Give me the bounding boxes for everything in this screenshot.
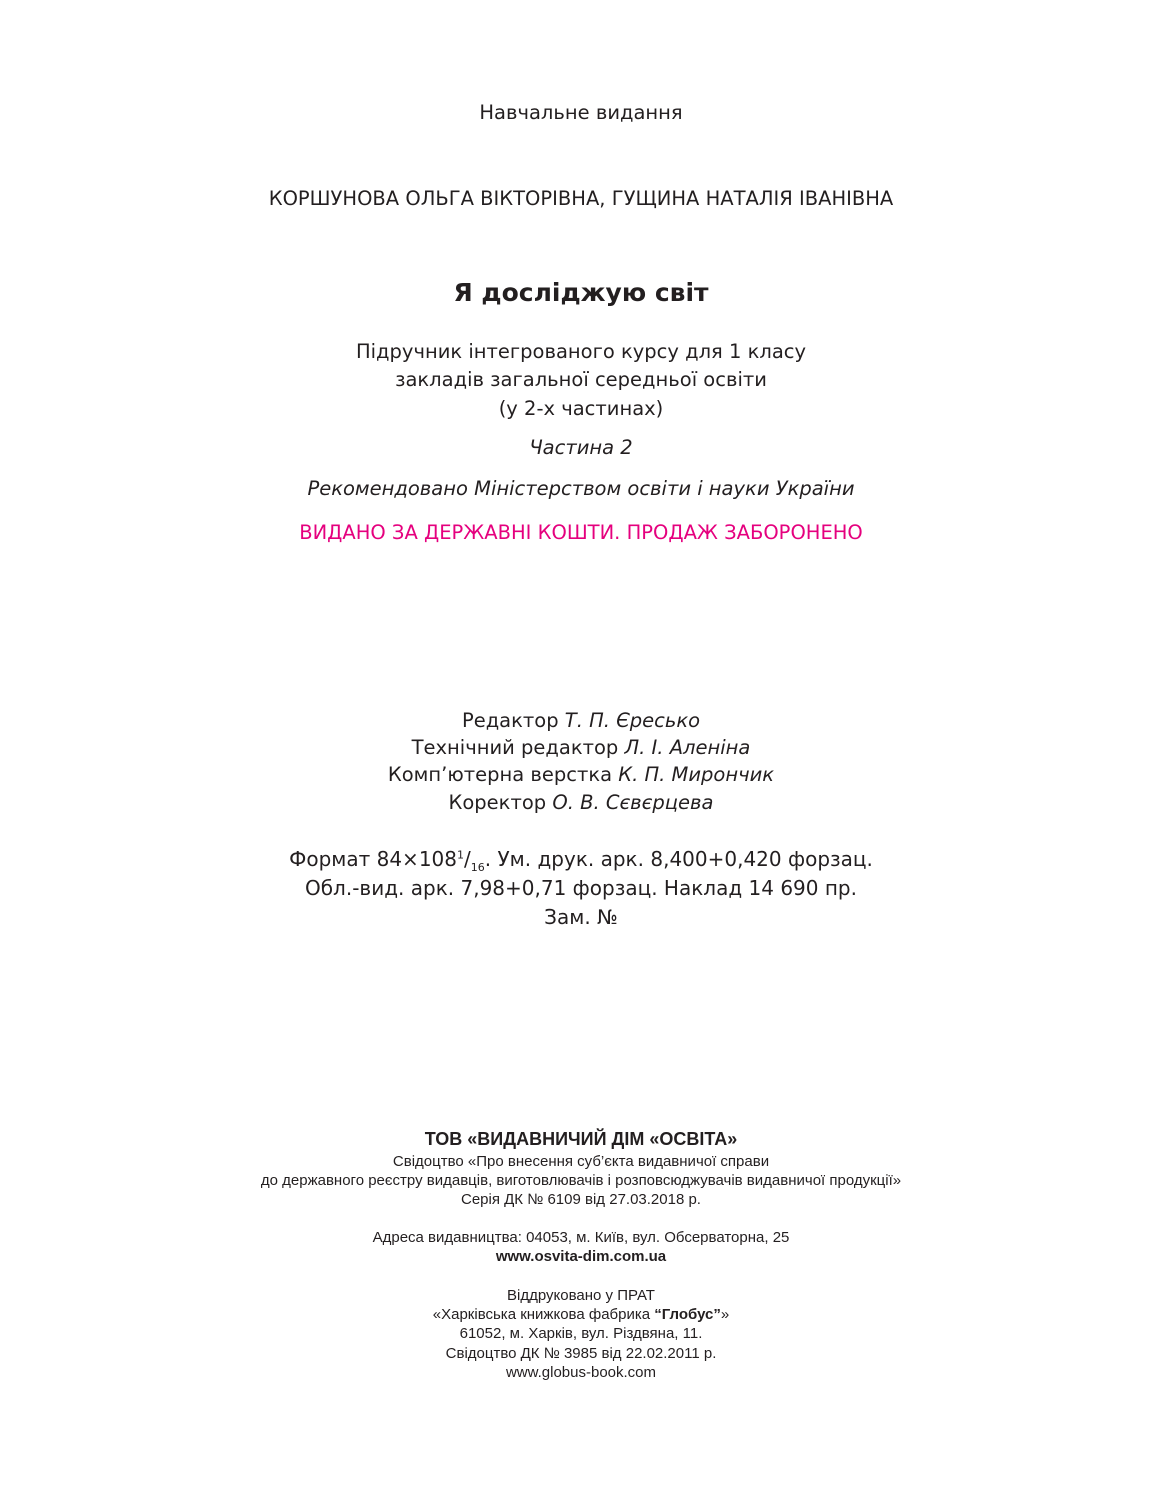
staff-name: Т. П. Єресько	[564, 709, 701, 732]
order-number-line: Зам. №	[544, 905, 618, 929]
staff-name: К. П. Мирончик	[618, 763, 775, 786]
staff-editor	[0, 709, 1162, 732]
printer-name-suffix: »	[720, 1306, 730, 1323]
format-fraction-numerator: 1	[457, 848, 464, 862]
description-line-3: (у 2-х частинах)	[498, 397, 664, 420]
format-suffix: . Ум. друк. арк. 8,400+0,420 форзац.	[484, 847, 873, 871]
recommendation: Рекомендовано Міністерством освіти і науки України	[307, 477, 855, 500]
printer-brand: “Глобус”	[654, 1306, 721, 1323]
staff-name: Л. І. Аленіна	[624, 736, 751, 759]
staff-layout	[0, 763, 1162, 786]
printer-cert: Свідоцтво ДК № 3985 від 22.02.2011 р.	[445, 1345, 717, 1362]
printer-line-1: Віддруковано у ПРАТ	[507, 1287, 655, 1304]
description-line-2: закладів загальної середньої освіти	[395, 368, 767, 391]
publisher-name: ТОВ «ВИДАВНИЧИЙ ДІМ «ОСВІТА»	[424, 1129, 738, 1149]
format-fraction-denominator: 16	[470, 861, 485, 874]
printer-line-2	[0, 1306, 1162, 1323]
staff-role: Редактор	[461, 709, 559, 732]
format-fraction-slash: /	[464, 847, 471, 871]
format-prefix: Формат 84×108	[289, 847, 457, 871]
publisher-cert-line-1: Свідоцтво «Про внесення суб’єкта видавничої справи	[392, 1153, 770, 1170]
not-for-sale-notice: ВИДАНО ЗА ДЕРЖАВНІ КОШТИ. ПРОДАЖ ЗАБОРОНЕНО	[299, 521, 863, 544]
staff-name: О. В. Сєвєрцева	[552, 791, 714, 814]
part-label: Частина 2	[529, 436, 633, 459]
publication-volume-line: Обл.-вид. арк. 7,98+0,71 форзац. Наклад 14 690 пр.	[304, 876, 857, 900]
description-line-1: Підручник інтегрованого курсу для 1 класу	[355, 340, 807, 363]
staff-role: Коректор	[448, 791, 547, 814]
publisher-cert-line-2: до державного реєстру видавців, виготовлювачів і розповсюджувачів видавничої продукції»	[260, 1172, 902, 1189]
publisher-cert-line-3: Серія ДК № 6109 від 27.03.2018 р.	[461, 1191, 701, 1208]
staff-role: Комп’ютерна верстка	[387, 763, 613, 786]
printer-name-prefix: «Харківська книжкова фабрика	[432, 1306, 655, 1323]
printer-address: 61052, м. Харків, вул. Різдвяна, 11.	[459, 1325, 703, 1342]
staff-tech-editor	[0, 736, 1162, 759]
publisher-address: Адреса видавництва: 04053, м. Київ, вул. Обсерваторна, 25	[372, 1229, 790, 1246]
staff-proofreader	[0, 791, 1162, 814]
publisher-website[interactable]: www.osvita-dim.com.ua	[495, 1248, 667, 1265]
format-line	[0, 847, 1162, 874]
printer-website[interactable]: www.globus-book.com	[505, 1364, 657, 1381]
book-title: Я досліджую світ	[453, 278, 709, 307]
authors: КОРШУНОВА ОЛЬГА ВІКТОРІВНА, ГУЩИНА НАТАЛІЯ ІВАНІВНА	[268, 187, 894, 210]
edition-type: Навчальне видання	[479, 101, 683, 124]
staff-role: Технічний редактор	[411, 736, 619, 759]
